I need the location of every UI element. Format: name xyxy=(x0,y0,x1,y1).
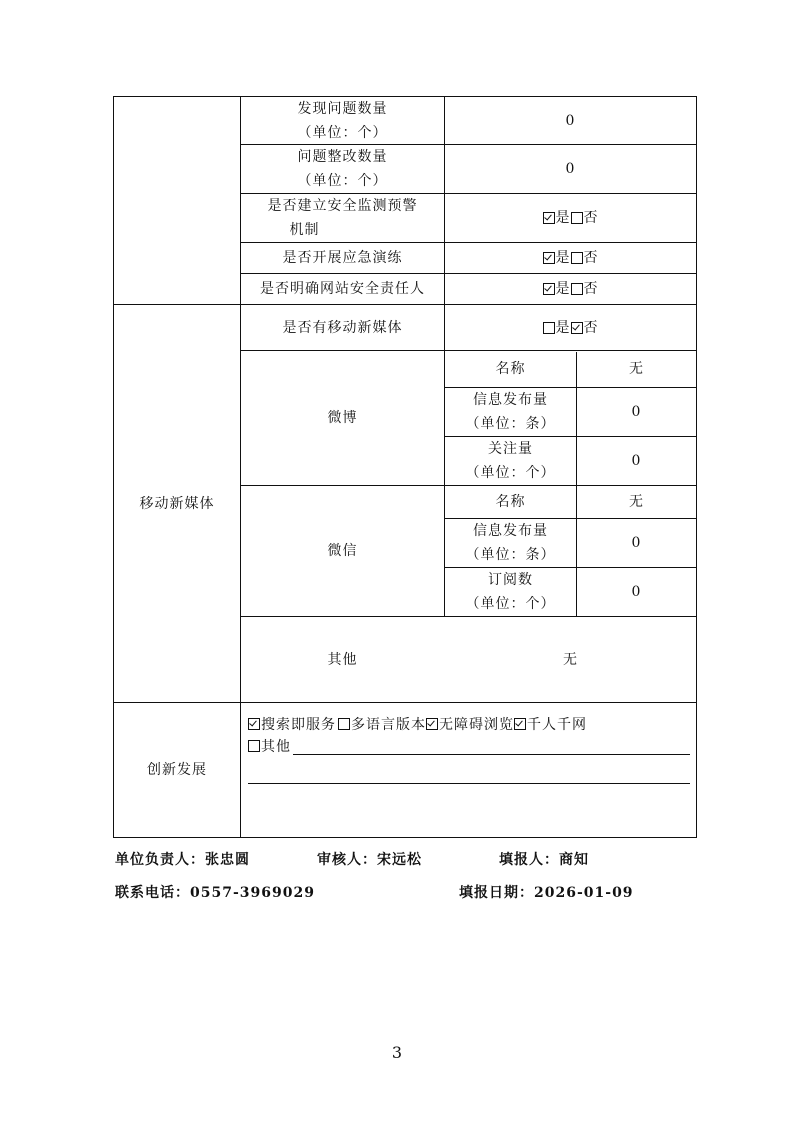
checked-box-icon[interactable] xyxy=(571,322,583,334)
security-officer-choice[interactable]: 是 否 xyxy=(445,274,696,304)
wechat-posts-label: 信息发布量 （单位：条） xyxy=(465,523,556,563)
unchecked-box-icon[interactable] xyxy=(338,718,350,730)
problems-fixed-label: 问题整改数量 （单位：个） xyxy=(297,149,388,189)
wechat-label: 微信 xyxy=(327,543,358,559)
checked-box-icon[interactable] xyxy=(426,718,438,730)
option-search-as-service: 搜索即服务 xyxy=(261,717,336,733)
unchecked-box-icon[interactable] xyxy=(571,283,583,295)
weibo-followers-value: 0 xyxy=(631,453,642,469)
contact-phone: 联系电话：0557-3969029 xyxy=(115,885,315,901)
other-fill-line[interactable] xyxy=(293,738,690,755)
unchecked-box-icon[interactable] xyxy=(571,252,583,264)
weibo-name-label: 名称 xyxy=(495,361,526,377)
problems-fixed-value: 0 xyxy=(565,161,576,177)
wechat-name-label: 名称 xyxy=(495,494,526,510)
emergency-drill-choice[interactable]: 是 否 xyxy=(445,243,696,273)
unchecked-box-icon[interactable] xyxy=(571,212,583,224)
mobile-media-section-label: 移动新媒体 xyxy=(139,495,215,512)
weibo-posts-value: 0 xyxy=(631,404,642,420)
problems-found-value: 0 xyxy=(565,112,576,129)
page-number: 3 xyxy=(391,1043,403,1062)
innovation-options xyxy=(248,713,690,757)
checked-box-icon[interactable] xyxy=(543,283,555,295)
wechat-name-value: 无 xyxy=(629,494,644,510)
report-date: 填报日期：2026-01-09 xyxy=(459,885,634,901)
checked-box-icon[interactable] xyxy=(248,718,260,730)
other-media-value: 无 xyxy=(563,651,578,668)
innovation-label: 创新发展 xyxy=(147,762,207,778)
weibo-posts-label: 信息发布量 （单位：条） xyxy=(465,392,556,432)
other-media-label: 其他 xyxy=(327,651,358,668)
checked-box-icon[interactable] xyxy=(543,252,555,264)
report-table xyxy=(113,96,697,838)
weibo-name-value: 无 xyxy=(629,361,644,377)
weibo-label: 微博 xyxy=(327,410,358,426)
weibo-followers-label: 关注量 （单位：个） xyxy=(465,441,556,481)
unchecked-box-icon[interactable] xyxy=(543,322,555,334)
problems-found-label: 发现问题数量 （单位：个） xyxy=(297,100,388,141)
option-other: 其他 xyxy=(261,739,291,755)
monitoring-mechanism-label: 是否建立安全监测预警 机制 xyxy=(267,198,418,238)
has-mobile-media-choice[interactable]: 是 否 xyxy=(445,305,696,350)
option-accessibility: 无障碍浏览 xyxy=(439,717,514,733)
option-personalized: 千人千网 xyxy=(527,717,587,733)
security-officer-label: 是否明确网站安全责任人 xyxy=(260,281,425,297)
unit-head: 单位负责人：张忠圆 xyxy=(115,852,250,868)
reviewer: 审核人：宋远松 xyxy=(317,852,422,868)
checked-box-icon[interactable] xyxy=(514,718,526,730)
extra-fill-line[interactable] xyxy=(248,783,690,784)
wechat-subscribers-value: 0 xyxy=(631,584,642,600)
unchecked-box-icon[interactable] xyxy=(248,740,260,752)
wechat-subscribers-label: 订阅数 （单位：个） xyxy=(465,572,556,612)
monitoring-mechanism-choice[interactable]: 是 否 xyxy=(445,194,696,242)
emergency-drill-label: 是否开展应急演练 xyxy=(282,250,403,266)
wechat-posts-value: 0 xyxy=(631,535,642,551)
checked-box-icon[interactable] xyxy=(543,212,555,224)
has-mobile-media-label: 是否有移动新媒体 xyxy=(282,319,403,336)
reporter: 填报人：商知 xyxy=(499,852,589,868)
option-multilingual: 多语言版本 xyxy=(351,717,426,733)
